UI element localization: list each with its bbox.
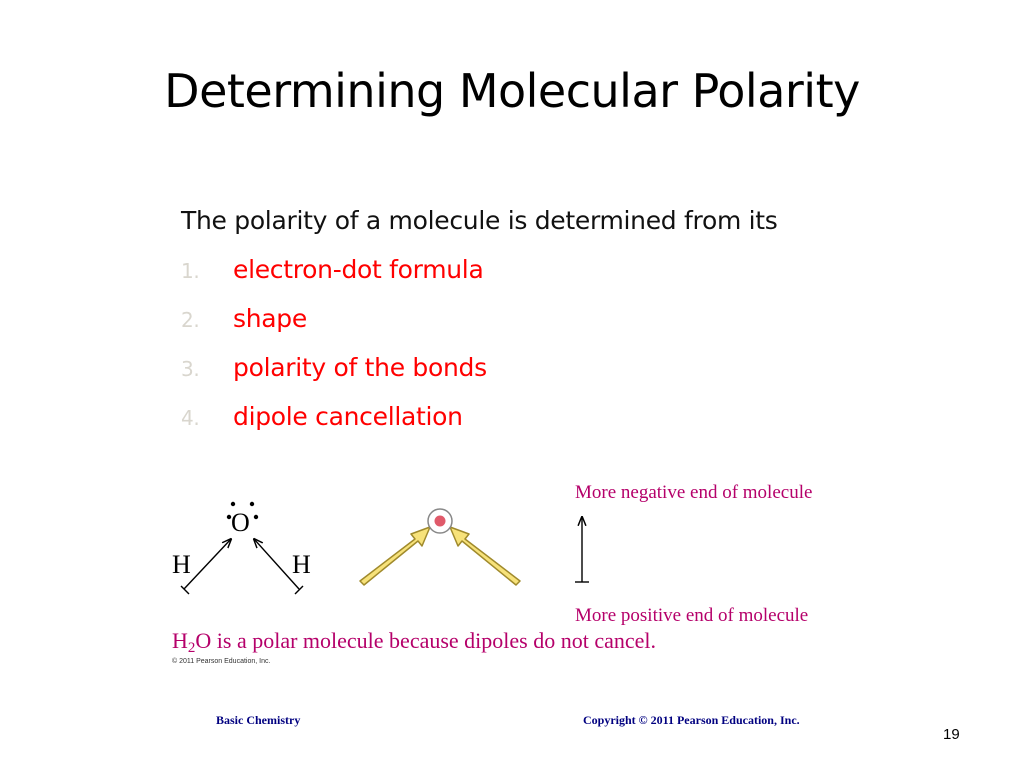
- slide-title: Determining Molecular Polarity: [164, 64, 860, 118]
- intro-text: The polarity of a molecule is determined from its: [181, 206, 778, 235]
- figure-credit: © 2011 Pearson Education, Inc.: [172, 658, 271, 665]
- list-item-label: electron-dot formula: [233, 255, 484, 284]
- negative-end-label: More negative end of molecule: [575, 482, 813, 503]
- bond-dipole-arrow-left: [360, 527, 430, 585]
- caption-text: O is a polar molecule because dipoles do not cancel.: [195, 628, 657, 653]
- lone-pair-dot: [231, 502, 235, 506]
- hydrogen-atom-label-left: H: [172, 550, 191, 579]
- caption-formula-h: H: [172, 628, 188, 653]
- hydrogen-atom-label-right: H: [292, 550, 311, 579]
- oxygen-center-dot: [435, 516, 446, 527]
- footer-copyright: Copyright © 2011 Pearson Education, Inc.: [583, 713, 800, 727]
- list-item: [181, 353, 487, 402]
- bent-shape-diagram: [360, 509, 520, 585]
- dipole-arrow-right-tail-cross: [295, 586, 303, 594]
- positive-end-label: More positive end of molecule: [575, 605, 809, 626]
- lone-pair-dot: [254, 515, 258, 519]
- list-item-number: 3.: [181, 357, 200, 381]
- slide-number: 19: [943, 726, 960, 743]
- list-item: [181, 304, 487, 353]
- list-item-label: shape: [233, 304, 307, 333]
- lewis-structure: [172, 502, 311, 594]
- list-item-number: 4.: [181, 406, 200, 430]
- list-item: [181, 402, 487, 451]
- dipole-arrow-left: [184, 539, 231, 589]
- list-item: [181, 255, 487, 304]
- figure-caption: [172, 628, 656, 657]
- list-item-label: polarity of the bonds: [233, 353, 487, 382]
- oxygen-atom-label: O: [231, 508, 250, 537]
- bond-dipole-arrow-right: [450, 527, 520, 585]
- criteria-list: [181, 255, 487, 451]
- list-item-number: 1.: [181, 259, 200, 283]
- footer-course: Basic Chemistry: [216, 713, 301, 727]
- list-item-label: dipole cancellation: [233, 402, 463, 431]
- caption-formula-subscript: 2: [187, 640, 196, 656]
- net-dipole: [575, 482, 812, 626]
- lone-pair-dot: [250, 502, 254, 506]
- list-item-number: 2.: [181, 308, 200, 332]
